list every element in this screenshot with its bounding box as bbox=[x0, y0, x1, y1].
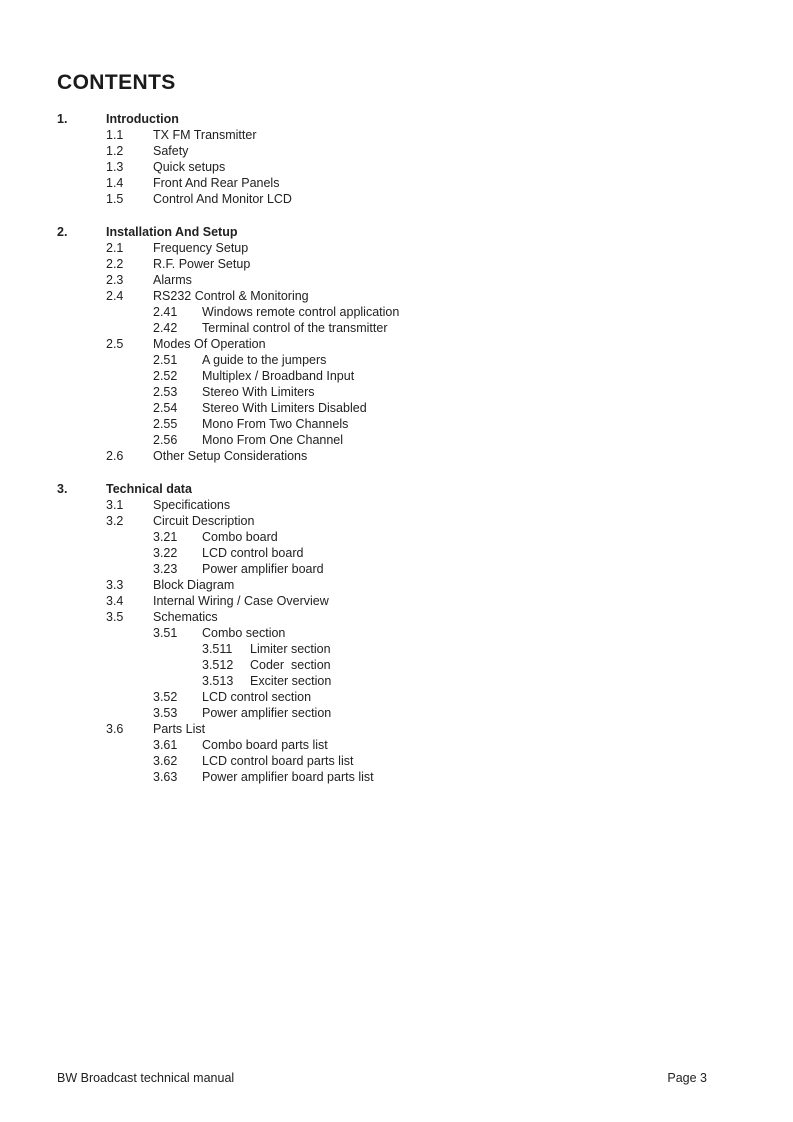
toc-entry-number: 1.5 bbox=[106, 192, 124, 206]
toc-entry-number: 2.51 bbox=[153, 353, 178, 367]
toc-entry-number: 3.53 bbox=[153, 706, 178, 720]
toc-entry-number: 3.6 bbox=[106, 722, 124, 736]
toc-section bbox=[57, 481, 743, 785]
toc-entry bbox=[57, 416, 743, 432]
toc-entry-title: Internal Wiring / Case Overview bbox=[153, 594, 329, 608]
toc-entry-title: Stereo With Limiters bbox=[202, 385, 315, 399]
toc-entry bbox=[57, 352, 743, 368]
toc-entry-title: Modes Of Operation bbox=[153, 337, 266, 351]
toc-entry-title: Terminal control of the transmitter bbox=[202, 321, 388, 335]
toc-entry-title: Schematics bbox=[153, 610, 218, 624]
toc-entry-title: Quick setups bbox=[153, 160, 226, 174]
toc-entry-title: Other Setup Considerations bbox=[153, 449, 308, 463]
toc-entry-title: RS232 Control & Monitoring bbox=[153, 289, 309, 303]
toc-entry-title: LCD control board bbox=[202, 546, 304, 560]
toc-entry-number: 3.22 bbox=[153, 546, 178, 560]
toc-entry-title: Installation And Setup bbox=[106, 225, 238, 239]
page-footer bbox=[57, 1071, 707, 1086]
toc-entry bbox=[57, 641, 743, 657]
toc-entry-number: 3.61 bbox=[153, 738, 178, 752]
toc-entry-number: 3.513 bbox=[202, 674, 234, 688]
toc-entry-number: 2. bbox=[57, 225, 68, 239]
toc-entry-title: Limiter section bbox=[250, 642, 331, 656]
toc-entry-number: 3. bbox=[57, 482, 68, 496]
footer-page-number: Page 3 bbox=[667, 1071, 707, 1085]
toc-entry bbox=[57, 481, 743, 497]
toc-entry bbox=[57, 769, 743, 785]
toc-entry bbox=[57, 529, 743, 545]
toc-entry bbox=[57, 721, 743, 737]
toc-entry-number: 3.62 bbox=[153, 754, 178, 768]
toc-entry-title: Coder section bbox=[250, 658, 331, 672]
toc-entry-title: Power amplifier board bbox=[202, 562, 324, 576]
toc-entry-title: Power amplifier board parts list bbox=[202, 770, 374, 784]
toc-entry bbox=[57, 737, 743, 753]
toc-entry bbox=[57, 368, 743, 384]
toc-entry bbox=[57, 753, 743, 769]
toc-entry-title: Combo section bbox=[202, 626, 286, 640]
toc-entry-number: 2.1 bbox=[106, 241, 124, 255]
toc-entry-title: Introduction bbox=[106, 112, 179, 126]
toc-entry bbox=[57, 673, 743, 689]
toc-entry bbox=[57, 272, 743, 288]
toc-entry bbox=[57, 689, 743, 705]
toc-entry-number: 2.53 bbox=[153, 385, 178, 399]
page-title: CONTENTS bbox=[57, 71, 176, 94]
toc-entry bbox=[57, 577, 743, 593]
toc-entry bbox=[57, 593, 743, 609]
toc-entry-number: 3.63 bbox=[153, 770, 178, 784]
toc-entry bbox=[57, 561, 743, 577]
page-content bbox=[57, 70, 743, 785]
toc-entry-number: 1. bbox=[57, 112, 68, 126]
toc-entry-title: Combo board parts list bbox=[202, 738, 328, 752]
toc-section bbox=[57, 111, 743, 207]
toc-entry-title: Safety bbox=[153, 144, 189, 158]
toc-entry-number: 2.3 bbox=[106, 273, 124, 287]
toc-entry-title: Mono From Two Channels bbox=[202, 417, 349, 431]
toc-entry-number: 3.512 bbox=[202, 658, 234, 672]
toc-entry-title: Frequency Setup bbox=[153, 241, 249, 255]
toc-section bbox=[57, 224, 743, 464]
toc-entry-title: Control And Monitor LCD bbox=[153, 192, 292, 206]
toc-entry-title: LCD control board parts list bbox=[202, 754, 354, 768]
toc-entry bbox=[57, 191, 743, 207]
toc-entry-number: 1.2 bbox=[106, 144, 124, 158]
toc-entry bbox=[57, 657, 743, 673]
toc-entry-number: 2.5 bbox=[106, 337, 124, 351]
toc-entry-title: Specifications bbox=[153, 498, 231, 512]
toc-entry bbox=[57, 127, 743, 143]
toc-entry bbox=[57, 288, 743, 304]
toc-entry bbox=[57, 625, 743, 641]
toc-entry bbox=[57, 320, 743, 336]
toc-entry-title: Mono From One Channel bbox=[202, 433, 344, 447]
toc-entry-title: LCD control section bbox=[202, 690, 312, 704]
toc-entry bbox=[57, 143, 743, 159]
toc-entry bbox=[57, 609, 743, 625]
toc-entry-number: 3.51 bbox=[153, 626, 178, 640]
toc-entry-number: 2.52 bbox=[153, 369, 178, 383]
toc-entry-number: 3.5 bbox=[106, 610, 124, 624]
toc-entry-number: 1.3 bbox=[106, 160, 124, 174]
toc-entry bbox=[57, 448, 743, 464]
toc-entry-title: TX FM Transmitter bbox=[153, 128, 257, 142]
toc-entry bbox=[57, 159, 743, 175]
toc-entry bbox=[57, 384, 743, 400]
toc-entry-number: 1.4 bbox=[106, 176, 124, 190]
toc-entry-title: R.F. Power Setup bbox=[153, 257, 251, 271]
toc-entry bbox=[57, 256, 743, 272]
toc-entry bbox=[57, 224, 743, 240]
toc-entry-title: Windows remote control application bbox=[202, 305, 400, 319]
toc-entry-number: 2.2 bbox=[106, 257, 124, 271]
toc-entry-number: 3.4 bbox=[106, 594, 124, 608]
toc-entry-number: 1.1 bbox=[106, 128, 124, 142]
toc-entry-number: 3.52 bbox=[153, 690, 178, 704]
toc-entry-title: Exciter section bbox=[250, 674, 332, 688]
toc-entry-number: 3.511 bbox=[202, 642, 233, 656]
toc-entry bbox=[57, 111, 743, 127]
toc-entry-number: 2.42 bbox=[153, 321, 178, 335]
toc-entry bbox=[57, 336, 743, 352]
toc-entry-title: Technical data bbox=[106, 482, 192, 496]
toc-entry bbox=[57, 497, 743, 513]
toc-entry bbox=[57, 175, 743, 191]
toc-entry bbox=[57, 705, 743, 721]
toc-entry-number: 3.23 bbox=[153, 562, 178, 576]
toc-entry-title: Combo board bbox=[202, 530, 278, 544]
toc-entry bbox=[57, 304, 743, 320]
toc-entry-number: 2.54 bbox=[153, 401, 178, 415]
toc-entry-title: Parts List bbox=[153, 722, 206, 736]
toc-entry bbox=[57, 400, 743, 416]
toc-entry-number: 3.21 bbox=[153, 530, 178, 544]
toc-entry-number: 2.41 bbox=[153, 305, 178, 319]
toc bbox=[57, 111, 743, 785]
footer-manual-title: BW Broadcast technical manual bbox=[57, 1071, 235, 1085]
toc-entry-number: 3.2 bbox=[106, 514, 124, 528]
toc-entry bbox=[57, 240, 743, 256]
toc-entry-title: Multiplex / Broadband Input bbox=[202, 369, 355, 383]
toc-entry-title: Front And Rear Panels bbox=[153, 176, 280, 190]
toc-entry-number: 3.1 bbox=[106, 498, 124, 512]
toc-entry-number: 2.56 bbox=[153, 433, 178, 447]
toc-entry-number: 2.4 bbox=[106, 289, 124, 303]
toc-entry-title: Block Diagram bbox=[153, 578, 235, 592]
toc-entry-number: 3.3 bbox=[106, 578, 124, 592]
toc-entry bbox=[57, 545, 743, 561]
toc-entry bbox=[57, 513, 743, 529]
toc-entry-title: Circuit Description bbox=[153, 514, 255, 528]
toc-entry-title: Alarms bbox=[153, 273, 192, 287]
toc-entry-title: Stereo With Limiters Disabled bbox=[202, 401, 367, 415]
toc-entry-number: 2.55 bbox=[153, 417, 178, 431]
toc-entry-number: 2.6 bbox=[106, 449, 124, 463]
toc-entry-title: A guide to the jumpers bbox=[202, 353, 327, 367]
toc-entry bbox=[57, 432, 743, 448]
toc-entry-title: Power amplifier section bbox=[202, 706, 332, 720]
